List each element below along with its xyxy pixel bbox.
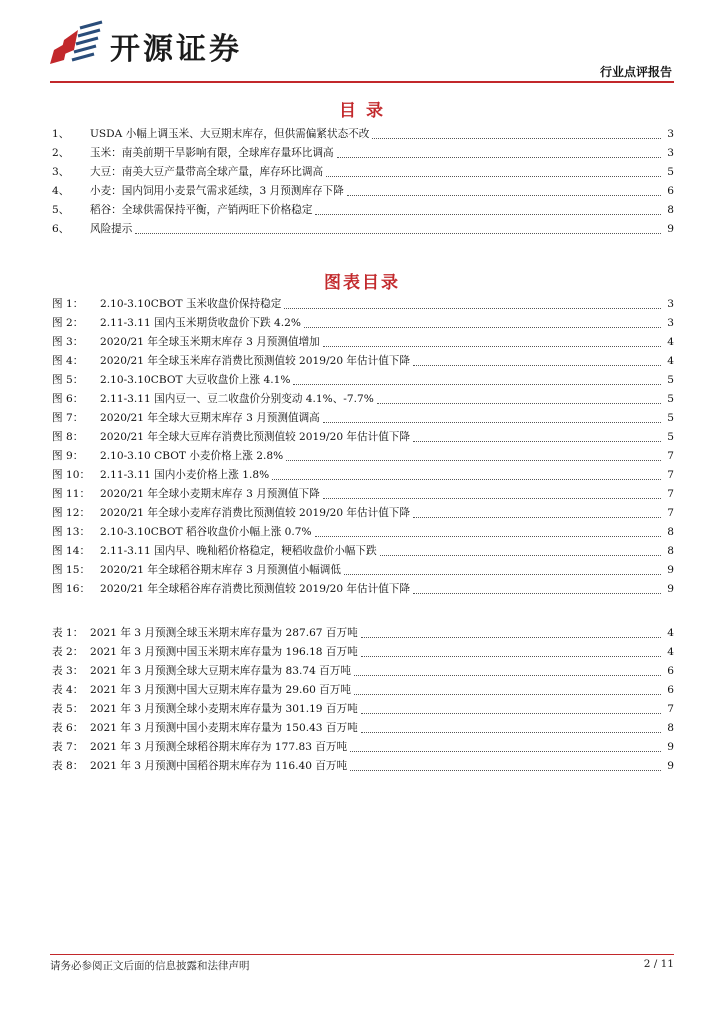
table-list bbox=[52, 624, 674, 776]
dot-leader bbox=[361, 712, 661, 714]
figure-entry-number: 图 12： bbox=[52, 507, 91, 519]
figure-entry-page: 5 bbox=[667, 374, 674, 386]
toc-entry-text: 玉米：南美前期干旱影响有限，全球库存量环比调高 bbox=[90, 147, 334, 159]
dot-leader bbox=[323, 345, 661, 347]
figure-entry-number: 图 5： bbox=[52, 374, 84, 386]
table-entry-page: 4 bbox=[667, 646, 674, 658]
figure-entry-number: 图 16： bbox=[52, 583, 91, 595]
dot-leader bbox=[377, 402, 661, 404]
footer-disclaimer: 请务必参阅正文后面的信息披露和法律声明 bbox=[50, 960, 250, 972]
toc-entry-text: 小麦：国内饲用小麦景气需求延续，3 月预测库存下降 bbox=[90, 185, 344, 197]
figure-entry-page: 5 bbox=[667, 393, 674, 405]
dot-leader bbox=[293, 383, 661, 385]
dot-leader bbox=[315, 213, 661, 215]
figure-entry[interactable] bbox=[52, 409, 674, 428]
toc-entry-page: 8 bbox=[667, 204, 674, 216]
table-entry-page: 9 bbox=[667, 760, 674, 772]
figure-entry-text: 2.10-3.10CBOT 玉米收盘价保持稳定 bbox=[100, 298, 282, 310]
dot-leader bbox=[347, 194, 661, 196]
table-entry-number: 表 7： bbox=[52, 741, 84, 753]
dot-leader bbox=[344, 573, 661, 575]
table-entry-page: 4 bbox=[667, 627, 674, 639]
toc-entry[interactable] bbox=[52, 163, 674, 182]
toc-entry-number: 2、 bbox=[52, 147, 70, 159]
figure-entry-page: 7 bbox=[667, 469, 674, 481]
figure-entry-text: 2020/21 年全球大豆期末库存 3 月预测值调高 bbox=[100, 412, 320, 424]
figure-entry-number: 图 4： bbox=[52, 355, 84, 367]
header-divider bbox=[50, 81, 674, 83]
figure-entry-number: 图 13： bbox=[52, 526, 91, 538]
toc-entry-number: 6、 bbox=[52, 223, 70, 235]
figure-entry-page: 8 bbox=[667, 545, 674, 557]
dot-leader bbox=[361, 636, 661, 638]
toc-entry-page: 3 bbox=[667, 128, 674, 140]
table-entry-number: 表 2： bbox=[52, 646, 84, 658]
figure-entry-page: 5 bbox=[667, 412, 674, 424]
table-entry[interactable] bbox=[52, 624, 674, 643]
dot-leader bbox=[413, 516, 661, 518]
dot-leader bbox=[315, 535, 661, 537]
table-entry-text: 2021 年 3 月预测全球玉米期末库存量为 287.67 百万吨 bbox=[90, 627, 358, 639]
figure-entry-text: 2.11-3.11 国内豆一、豆二收盘价分别变动 4.1%、-7.7% bbox=[100, 393, 374, 405]
dot-leader bbox=[361, 655, 661, 657]
toc-entry-page: 9 bbox=[667, 223, 674, 235]
figure-entry-page: 3 bbox=[667, 298, 674, 310]
dot-leader bbox=[354, 693, 661, 695]
figure-entry[interactable] bbox=[52, 390, 674, 409]
toc-entry-text: USDA 小幅上调玉米、大豆期末库存，但供需偏紧状态不改 bbox=[90, 128, 370, 140]
table-entry[interactable] bbox=[52, 738, 674, 757]
dot-leader bbox=[413, 440, 661, 442]
figure-entry-number: 图 1： bbox=[52, 298, 84, 310]
figure-entry-number: 图 15： bbox=[52, 564, 91, 576]
dot-leader bbox=[413, 364, 661, 366]
figure-entry-number: 图 3： bbox=[52, 336, 84, 348]
dot-leader bbox=[354, 674, 661, 676]
figure-entry-text: 2020/21 年全球小麦库存消费比预测值较 2019/20 年估计值下降 bbox=[100, 507, 410, 519]
figure-entry-text: 2020/21 年全球稻谷期末库存 3 月预测值小幅调低 bbox=[100, 564, 341, 576]
toc-entry-page: 3 bbox=[667, 147, 674, 159]
dot-leader bbox=[135, 232, 661, 234]
dot-leader bbox=[350, 750, 661, 752]
figure-entry[interactable] bbox=[52, 523, 674, 542]
toc-entry-text: 风险提示 bbox=[90, 223, 133, 235]
toc-list bbox=[52, 125, 674, 239]
figure-list bbox=[52, 295, 674, 599]
toc-entry-text: 稻谷：全球供需保持平衡，产销两旺下价格稳定 bbox=[90, 204, 313, 216]
figure-entry[interactable] bbox=[52, 428, 674, 447]
table-entry-text: 2021 年 3 月预测全球稻谷期末库存为 177.83 百万吨 bbox=[90, 741, 348, 753]
toc-entry[interactable] bbox=[52, 182, 674, 201]
toc-title: 目 录 bbox=[339, 101, 385, 121]
figure-entry-page: 5 bbox=[667, 431, 674, 443]
figure-entry-text: 2.10-3.10CBOT 稻谷收盘价小幅上涨 0.7% bbox=[100, 526, 312, 538]
figure-entry-text: 2.10-3.10 CBOT 小麦价格上涨 2.8% bbox=[100, 450, 284, 462]
figure-entry[interactable] bbox=[52, 561, 674, 580]
dot-leader bbox=[361, 731, 661, 733]
figure-entry[interactable] bbox=[52, 371, 674, 390]
figure-entry-number: 图 2： bbox=[52, 317, 84, 329]
figure-entry-text: 2.11-3.11 国内小麦价格上涨 1.8% bbox=[100, 469, 270, 481]
dot-leader bbox=[372, 137, 661, 139]
figure-entry-number: 图 7： bbox=[52, 412, 84, 424]
figure-entry-page: 7 bbox=[667, 488, 674, 500]
figure-entry-page: 7 bbox=[667, 450, 674, 462]
table-entry-number: 表 4： bbox=[52, 684, 84, 696]
dot-leader bbox=[284, 307, 661, 309]
toc-entry-page: 6 bbox=[667, 185, 674, 197]
figure-entry[interactable] bbox=[52, 580, 674, 599]
toc-entry[interactable] bbox=[52, 125, 674, 144]
figure-entry-text: 2.10-3.10CBOT 大豆收盘价上涨 4.1% bbox=[100, 374, 291, 386]
table-entry[interactable] bbox=[52, 681, 674, 700]
dot-leader bbox=[326, 175, 661, 177]
toc-entry[interactable] bbox=[52, 144, 674, 163]
table-entry-page: 6 bbox=[667, 684, 674, 696]
dot-leader bbox=[304, 326, 661, 328]
table-entry[interactable] bbox=[52, 719, 674, 738]
figure-entry[interactable] bbox=[52, 447, 674, 466]
toc-entry[interactable] bbox=[52, 220, 674, 239]
figure-entry-text: 2020/21 年全球稻谷库存消费比预测值较 2019/20 年估计值下降 bbox=[100, 583, 410, 595]
figure-entry[interactable] bbox=[52, 352, 674, 371]
figure-entry[interactable] bbox=[52, 333, 674, 352]
report-type-label: 行业点评报告 bbox=[599, 65, 672, 79]
toc-entry-text: 大豆：南美大豆产量带高全球产量，库存环比调高 bbox=[90, 166, 324, 178]
toc-entry-page: 5 bbox=[667, 166, 674, 178]
toc-entry-number: 4、 bbox=[52, 185, 70, 197]
figure-entry-number: 图 9： bbox=[52, 450, 84, 462]
dot-leader bbox=[286, 459, 661, 461]
toc-entry-number: 5、 bbox=[52, 204, 70, 216]
figure-entry-text: 2.11-3.11 国内早、晚籼稻价格稳定，粳稻收盘价小幅下跌 bbox=[100, 545, 377, 557]
page-header bbox=[0, 0, 724, 82]
dot-leader bbox=[350, 769, 661, 771]
figure-entry-text: 2020/21 年全球大豆库存消费比预测值较 2019/20 年估计值下降 bbox=[100, 431, 410, 443]
toc-entry[interactable] bbox=[52, 201, 674, 220]
dot-leader bbox=[337, 156, 661, 158]
dot-leader bbox=[272, 478, 661, 480]
table-entry[interactable] bbox=[52, 643, 674, 662]
brand-name: 开源证券 bbox=[110, 32, 242, 67]
dot-leader bbox=[323, 421, 661, 423]
figure-entry[interactable] bbox=[52, 504, 674, 523]
table-entry-number: 表 8： bbox=[52, 760, 84, 772]
figure-entry-number: 图 11： bbox=[52, 488, 91, 500]
table-entry-text: 2021 年 3 月预测中国大豆期末库存量为 29.60 百万吨 bbox=[90, 684, 351, 696]
dot-leader bbox=[380, 554, 661, 556]
table-entry-page: 7 bbox=[667, 703, 674, 715]
figure-entry[interactable] bbox=[52, 466, 674, 485]
brand-logo bbox=[50, 20, 280, 66]
table-entry-text: 2021 年 3 月预测中国玉米期末库存量为 196.18 百万吨 bbox=[90, 646, 358, 658]
figure-list-title: 图表目录 bbox=[324, 273, 400, 293]
logo-mark-icon bbox=[50, 20, 104, 66]
figure-entry-page: 4 bbox=[667, 336, 674, 348]
table-entry[interactable] bbox=[52, 700, 674, 719]
table-entry-text: 2021 年 3 月预测中国稻谷期末库存为 116.40 百万吨 bbox=[90, 760, 348, 772]
figure-entry-text: 2020/21 年全球小麦期末库存 3 月预测值下降 bbox=[100, 488, 320, 500]
figure-entry-page: 8 bbox=[667, 526, 674, 538]
table-entry-number: 表 5： bbox=[52, 703, 84, 715]
figure-entry-page: 9 bbox=[667, 583, 674, 595]
table-entry-number: 表 1： bbox=[52, 627, 84, 639]
figure-entry-page: 9 bbox=[667, 564, 674, 576]
table-entry-page: 8 bbox=[667, 722, 674, 734]
figure-entry-text: 2020/21 年全球玉米期末库存 3 月预测值增加 bbox=[100, 336, 320, 348]
figure-entry[interactable] bbox=[52, 314, 674, 333]
figure-entry-page: 7 bbox=[667, 507, 674, 519]
table-entry-text: 2021 年 3 月预测全球小麦期末库存量为 301.19 百万吨 bbox=[90, 703, 358, 715]
footer-divider bbox=[50, 954, 674, 955]
dot-leader bbox=[323, 497, 661, 499]
table-entry-text: 2021 年 3 月预测中国小麦期末库存量为 150.43 百万吨 bbox=[90, 722, 358, 734]
figure-entry-text: 2.11-3.11 国内玉米期货收盘价下跌 4.2% bbox=[100, 317, 301, 329]
table-entry-page: 9 bbox=[667, 741, 674, 753]
figure-entry[interactable] bbox=[52, 542, 674, 561]
figure-entry[interactable] bbox=[52, 295, 674, 314]
table-entry-number: 表 6： bbox=[52, 722, 84, 734]
table-entry-page: 6 bbox=[667, 665, 674, 677]
footer-page-number: 2 / 11 bbox=[643, 958, 674, 970]
figure-entry-number: 图 14： bbox=[52, 545, 91, 557]
figure-entry-page: 4 bbox=[667, 355, 674, 367]
dot-leader bbox=[413, 592, 661, 594]
figure-entry-number: 图 10： bbox=[52, 469, 91, 481]
figure-entry-page: 3 bbox=[667, 317, 674, 329]
figure-entry-text: 2020/21 年全球玉米库存消费比预测值较 2019/20 年估计值下降 bbox=[100, 355, 410, 367]
table-entry[interactable] bbox=[52, 662, 674, 681]
figure-entry[interactable] bbox=[52, 485, 674, 504]
figure-entry-number: 图 8： bbox=[52, 431, 84, 443]
table-entry-number: 表 3： bbox=[52, 665, 84, 677]
table-entry[interactable] bbox=[52, 757, 674, 776]
table-entry-text: 2021 年 3 月预测全球大豆期末库存量为 83.74 百万吨 bbox=[90, 665, 351, 677]
figure-entry-number: 图 6： bbox=[52, 393, 84, 405]
toc-entry-number: 3、 bbox=[52, 166, 70, 178]
toc-entry-number: 1、 bbox=[52, 128, 70, 140]
